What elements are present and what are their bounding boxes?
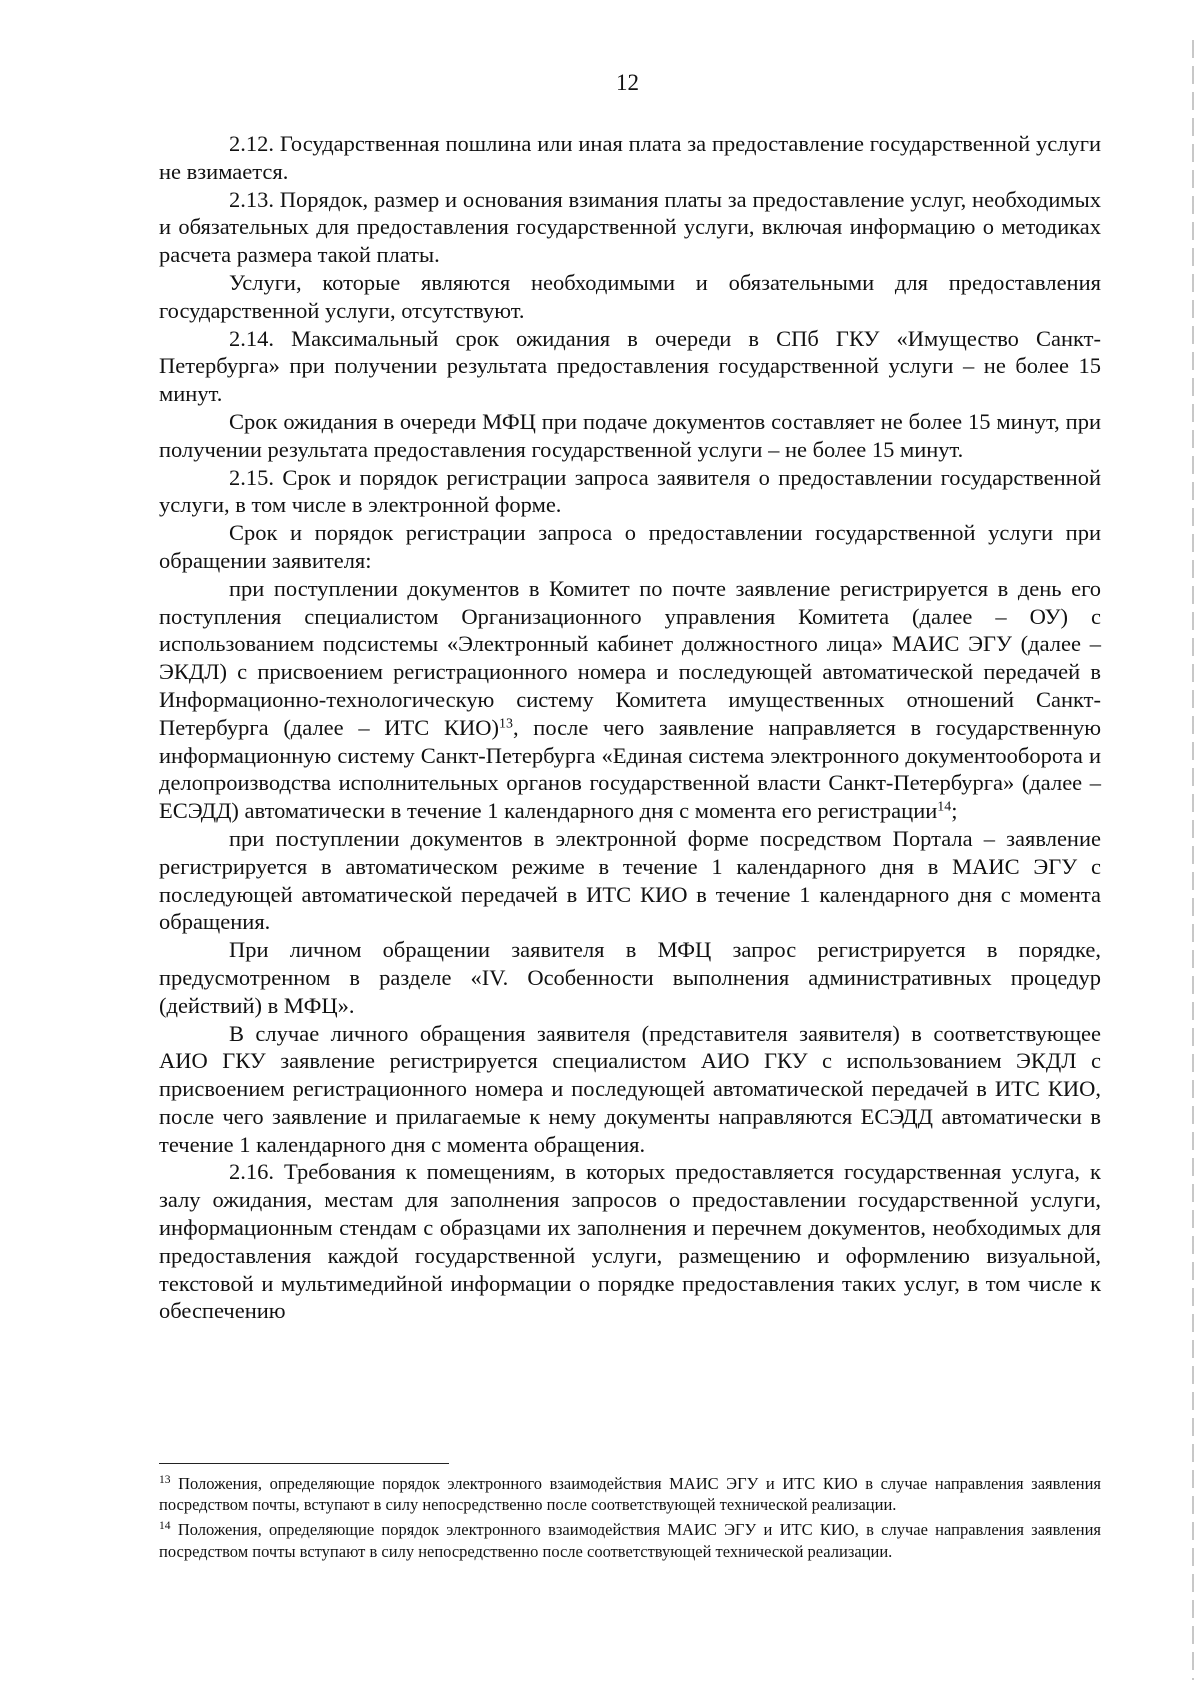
footnote-13 — [159, 1473, 1101, 1515]
paragraph-aio-gku: В случае личного обращения заявителя (представителя заявителя) в соответствующее АИО ГКУ заявление регистрируется специалистом АИО ГКУ с использованием ЭКДЛ с присвоением регистрационного номера и последующей автоматической передачей в ИТС КИО, после чего заявление и прилагаемые к нему документы направляются ЕСЭДД автоматически в течение 1 календарного дня с момента обращения. — [159, 1020, 1101, 1157]
page-number: 12 — [616, 70, 639, 95]
paragraph-2-13: 2.13. Порядок, размер и основания взимания платы за предоставление услуг, необходимых и обязательных для предоставления государственной услуги, включая информацию о методиках расчета размера такой платы. — [159, 186, 1101, 268]
footnote-mark-13: 13 — [159, 1474, 171, 1487]
document-body — [159, 130, 1101, 1325]
paragraph-2-12: 2.12. Государственная пошлина или иная плата за предоставление государственной услуги не взимается. — [159, 131, 1101, 184]
paragraph-2-14: 2.14. Максимальный срок ожидания в очереди в СПб ГКУ «Имущество Санкт-Петербурга» при получении результата предоставления государственной услуги – не более 15 минут. — [159, 325, 1101, 407]
footnote-mark-14: 14 — [159, 1520, 171, 1533]
footnote-separator — [159, 1463, 449, 1464]
mail-text-part-1: при поступлении документов в Комитет по почте заявление регистрируется в день его поступления специалистом Организационного управления Комитета (далее – ОУ) с использованием подсистемы «Электронный кабинет должностного лица» МАИС ЭГУ (далее – ЭКДЛ) с присвоением регистрационного номера и последующей автоматической передачей в Информационно-технологическую систему Комитета имущественных отношений Санкт-Петербурга (далее – ИТС КИО) — [159, 575, 1101, 740]
paragraph-registration-order: Срок и порядок регистрации запроса о предоставлении государственной услуги при обращении заявителя: — [159, 520, 1101, 573]
mail-text-part-3: ; — [951, 798, 958, 824]
footnotes — [159, 1473, 1101, 1566]
paragraph-electronic-registration: при поступлении документов в электронной форме посредством Портала – заявление регистрируется в автоматическом режиме в течение 1 календарного дня в МАИС ЭГУ с последующей автоматической передачей в ИТС КИО в течение 1 календарного дня с момента обращения. — [159, 825, 1101, 935]
mail-text-part-2: , после чего заявление направляется в государственную информационную систему Санкт-Петербурга «Единая система электронного документооборота и делопроизводства исполнительных органов государственной власти Санкт-Петербурга» (далее – ЕСЭДД) автоматически в течение 1 календарного дня с момента его регистрации — [159, 714, 1102, 824]
footnote-text-14: Положения, определяющие порядок электронного взаимодействия МАИС ЭГУ и ИТС КИО, в случае направления заявления посредством почты вступают в силу непосредственно после соответствующей технической реализации. — [159, 1520, 1101, 1561]
footnote-ref-13: 13 — [499, 716, 513, 732]
paragraph-waiting-mfc: Срок ожидания в очереди МФЦ при подаче документов составляет не более 15 минут, при получении результата предоставления государственной услуги – не более 15 минут. — [159, 408, 1101, 462]
footnote-ref-14: 14 — [937, 799, 952, 815]
paragraph-mfc-personal: При личном обращении заявителя в МФЦ запрос регистрируется в порядке, предусмотренном в разделе «IV. Особенности выполнения административных процедур (действий) в МФЦ». — [159, 937, 1101, 1018]
footnote-text-13: Положения, определяющие порядок электронного взаимодействия МАИС ЭГУ и ИТС КИО в случае направления заявления посредством почты, вступают в силу непосредственно после соответствующей технической реализации. — [159, 1474, 1101, 1515]
paragraph-mail-registration — [159, 575, 1101, 825]
footnote-14 — [159, 1519, 1101, 1561]
paragraph-2-16: 2.16. Требования к помещениям, в которых предоставляется государственная услуга, к залу ожидания, местам для заполнения запросов о предоставлении государственной услуги, информационным стендам с образцами их заполнения и перечнем документов, необходимых для предоставления каждой государственной услуги, размещению и оформлению визуальной, текстовой и мультимедийной информации о порядке предоставления таких услуг, в том числе к обеспечению — [159, 1159, 1101, 1324]
paragraph-services: Услуги, которые являются необходимыми и обязательными для предоставления государственной услуги, отсутствуют. — [159, 269, 1101, 323]
scan-edge-artifact — [1192, 40, 1194, 1680]
paragraph-2-15: 2.15. Срок и порядок регистрации запроса заявителя о предоставлении государственной услуги, в том числе в электронной форме. — [159, 464, 1101, 518]
